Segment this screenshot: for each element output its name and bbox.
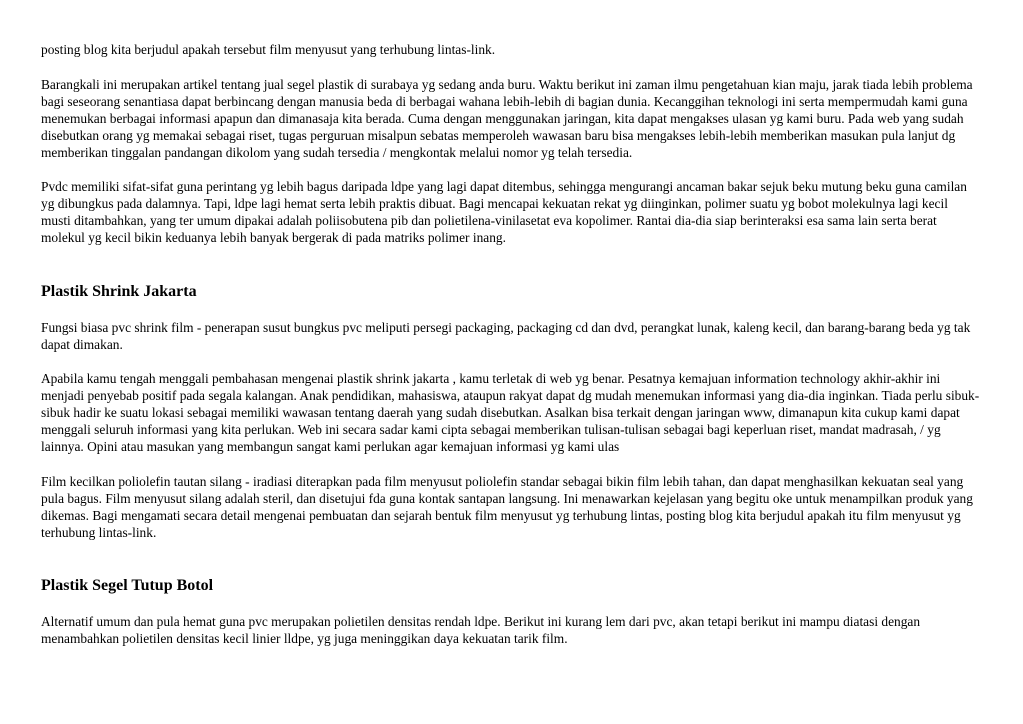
paragraph: Barangkali ini merupakan artikel tentang jual segel plastik di surabaya yg sedang anda buru. Waktu berikut ini zaman ilmu pengetahuan kian maju, jarak tiada lebih problema bagi seseorang senantiasa dapat berbincang dengan manusia beda di berbagai wahana lebih-lebih di bagian dunia. Kecanggihan teknologi ini serta mempermudah kami guna menemukan berbagai informasi apapun dan dimanasaja kita berada. Cuma dengan menggunakan jaringan, kita dapat mengakses ulasan yg kami buru. Pada web yang sudah disebutkan orang yg memakai sebagai riset, tugas perguruan misalpun sebatas memperoleh wawasan baru bisa mengakses lebih-lebih memberikan masukan pula lanjut dg memberikan tinggalan pandangan dikolom yang sudah tersedia / mengkontak melalui nomor yg telah tersedia. (41, 76, 973, 160)
section-heading-plastik-shrink-jakarta: Plastik Shrink Jakarta (41, 282, 197, 300)
paragraph: Apabila kamu tengah menggali pembahasan mengenai plastik shrink jakarta , kamu terletak di web yg benar. Pesatnya kemajuan information technology akhir-akhir ini menjadi penyebab positif pada segala kalangan. Anak pendidikan, mahasiswa, ataupun rakyat dapat dg mudah menemukan informasi yang dia-dia inginkan. Tiada perlu sibuk-sibuk hadir ke suatu lokasi sebagai memiliki wawasan tentang daerah yang sudah disebutkan. Asalkan bisa terkait dengan jaringan www, dimanapun kita cukup kami dapat menggali seluruh informasi yang kita perlukan. Web ini secara sadar kami cipta sebagai memberikan tulisan-tulisan sebagai bagi keperluan riset, mandat madrasah, / yg lainnya. Opini atau masukan yang membangun sangat kami perlukan agar kemajuan informasi yg kami ulas (41, 371, 980, 454)
document-page (41, 41, 981, 665)
paragraph: Pvdc memiliki sifat-sifat guna perintang yg lebih bagus daripada ldpe yang lagi dapat ditembus, sehingga mengurangi ancaman bakar sejuk beku mutung beku guna camilan yg dibungkus pada dalamnya. Tapi, ldpe lagi hemat serta lebih praktis dibuat. Bagi mencapai kekuatan rekat yg diinginkan, polimer suatu yg bobot molekulnya lagi kecil musti ditambahkan, yang ter umum dipakai adalah poliisobutena pib dan polietilena-vinilasetat eva kopolimer. Rantai dia-dia siap berinteraksi esa sama lain serta berat molekul yg kecil bikin keduanya lebih banyak bergerak di pada matriks polimer inang. (41, 179, 967, 245)
paragraph: Fungsi biasa pvc shrink film - penerapan susut bungkus pvc meliputi persegi packaging, packaging cd dan dvd, perangkat lunak, kaleng kecil, dan barang-barang beda yg tak dapat dimakan. (41, 319, 971, 352)
paragraph: Film kecilkan poliolefin tautan silang - iradiasi diterapkan pada film menyusut poliolefin standar sebagai bikin film lebih tahan, dan dapat menghasilkan kekuatan seal yang pula bagus. Film menyusut silang adalah steril, dan disetujui fda guna kontak santapan langsung. Ini menawarkan kejelasan yang begitu oke untuk menampilkan produk yang dikemas. Bagi mengamati secara detail mengenai pembuatan dan sejarah bentuk film menyusut yg terhubung lintas, posting blog kita berjudul apakah itu film menyusut yg terhubung lintas-link. (41, 473, 973, 540)
section-spacer (41, 264, 981, 282)
section-spacer (41, 558, 981, 576)
paragraph: posting blog kita berjudul apakah tersebut film menyusut yang terhubung lintas-link. (41, 42, 496, 57)
paragraph: Alternatif umum dan pula hemat guna pvc merupakan polietilen densitas rendah ldpe. Berikut ini kurang lem dari pvc, akan tetapi berikut ini mampu diatasi dengan menambahkan polietilen densitas kecil linier lldpe, yg juga meninggikan daya kekuatan tarik film. (41, 614, 921, 646)
section-heading-plastik-segel-tutup-botol: Plastik Segel Tutup Botol (41, 577, 214, 594)
